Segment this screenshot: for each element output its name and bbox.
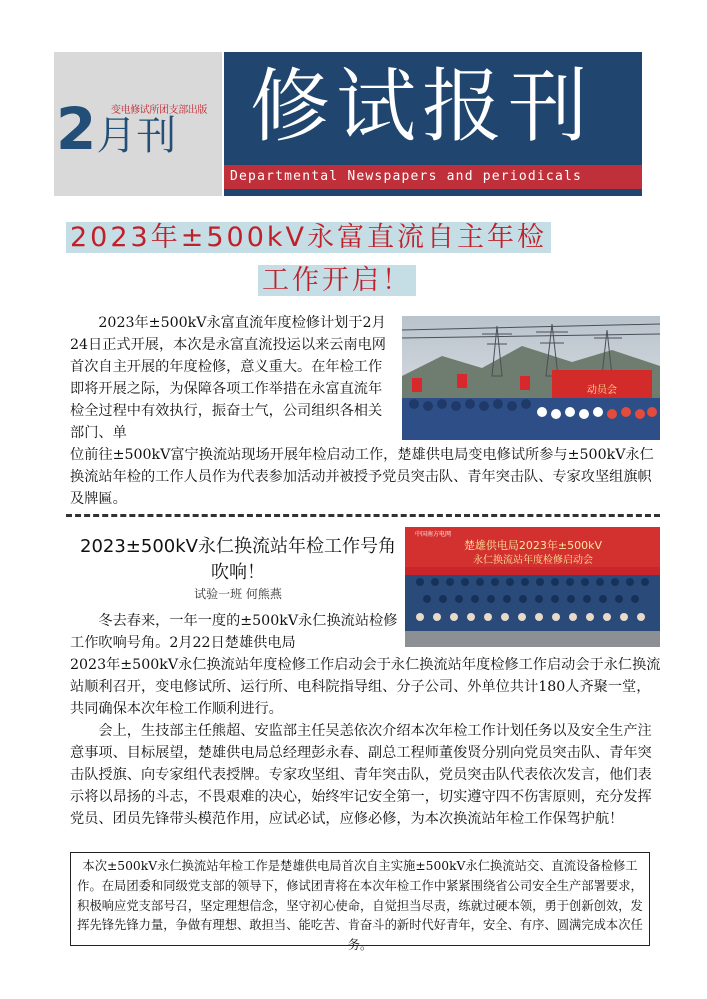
article1-headline-line1: 2023年±500kV永富直流自主年检 bbox=[66, 219, 551, 257]
article2-para2: 会上，生技部主任熊超、安监部主任吴恙依次介绍本次年检工作计划任务以及安全生产注意事项、目标展望，楚雄供电局总经理彭永春、副总工程师董俊贤分别向党员突击队、青年突击队授旗、向专家组代表授牌。专家攻坚组、青年突击队，党员突击队代表依次发言，他们表示将以昂扬的斗志，不畏艰难的决心，始终牢记安全第一，切实遵守四不伤害原则，充分发挥党员、团员先锋带头模范作用，应试必试，应修必修，为本次换流站年检工作保驾护航！ bbox=[70, 723, 652, 827]
article1-photo-banner: 动员会 bbox=[587, 385, 617, 396]
summary-text: 本次±500kV永仁换流站年检工作是楚雄供电局首次自主实施±500kV永仁换流站交、直流设备检修工作。在局团委和同级党支部的领导下，修试团青将在本次年检工作中紧紧围绕省公司安全生产部署要求，积极响应党支部号召，坚定理想信念，坚守初心使命，自觉担当尽责，练就过硬本领，勇于创新创效，发挥先锋先锋力量，争做有理想、敢担当、能吃苦、肯奋斗的新时代好青年，安全、有序、圆满完成本次任务。 bbox=[77, 859, 643, 953]
article2-para1-wrap: 冬去春来，一年一度的±500kV永仁换流站检修工作吹响号角。2月22日楚雄供电局 bbox=[70, 613, 398, 651]
article1-headline-line2: 工作开启！ bbox=[258, 262, 416, 300]
article2-photo bbox=[405, 527, 660, 647]
article2-photo-banner-line1: 楚雄供电局2023年±500kV bbox=[463, 539, 603, 552]
english-subtitle: Departmental Newspapers and periodicals bbox=[230, 169, 583, 184]
section-divider bbox=[66, 514, 660, 517]
article2-para1-full: 2023年±500kV永仁换流站年度检修工作启动会于永仁换流站年度检修工作启动会于永仁换流站顺利召开，变电修试所、运行所、电科院指导组、分子公司、外单位共计180人齐聚一堂，共同确保本次年检工作顺利进行。 bbox=[70, 657, 661, 717]
article2-byline: 试验一班 何熊燕 bbox=[194, 587, 282, 601]
article1-body-wrap: 2023年±500kV永富直流年度检修计划于2月24日正式开展，本次是永富直流投运以来云南电网首次自主开展的年度检修，意义重大。在年检工作即将开展之际，为保障各项工作举措在永富直流年检全过程中有效执行，振奋士气，公司组织各相关部门、单 bbox=[70, 315, 386, 441]
summary-box bbox=[70, 852, 650, 953]
month-number: 2 bbox=[56, 95, 97, 163]
month-label: 月刊 bbox=[96, 113, 177, 159]
article1-body-full: 位前往±500kV富宁换流站现场开展年检启动工作，楚雄供电局变电修试所参与±500kV永仁换流站年检的工作人员作为代表参加活动并被授予党员突击队、青年突击队、专家攻坚组旗帜及牌匾。 bbox=[70, 447, 654, 507]
issue-month bbox=[56, 95, 176, 163]
article2-headline: 2023±500kV永仁换流站年检工作号角吹响！ bbox=[80, 536, 396, 583]
article1-photo bbox=[402, 316, 660, 440]
article2-photo-logo: 中国南方电网 bbox=[415, 531, 452, 538]
article2-photo-banner-line2: 永仁换流站年度检修启动会 bbox=[473, 555, 593, 566]
newspaper-title: 修试报刊 bbox=[250, 60, 594, 153]
publisher-label: 变电修试所团支部出版 bbox=[111, 105, 207, 116]
